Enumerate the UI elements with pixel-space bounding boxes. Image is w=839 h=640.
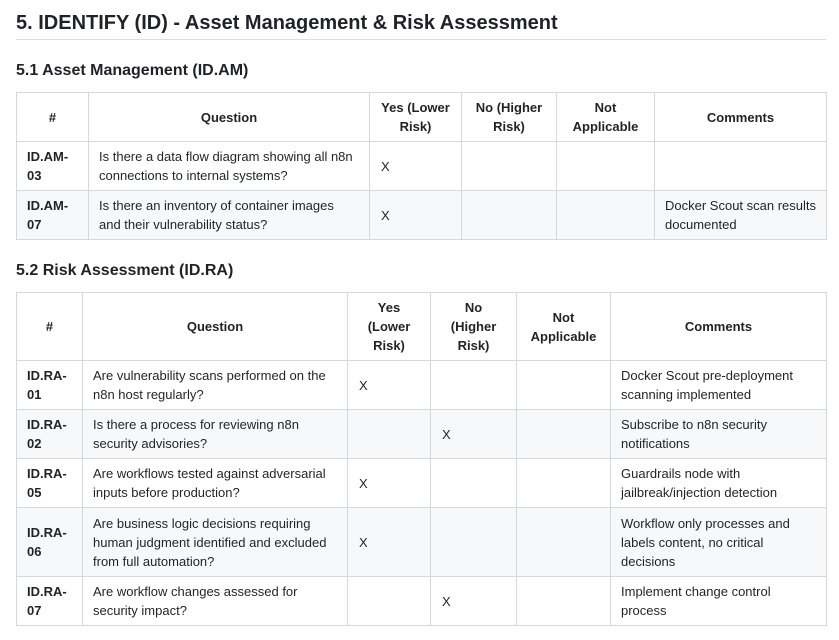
- cell-question: Is there a data flow diagram showing all n8n connections to internal systems?: [89, 142, 370, 191]
- asset-management-heading: 5.1 Asset Management (ID.AM): [16, 62, 249, 79]
- cell-comments: Workflow only processes and labels content, no critical decisions: [611, 508, 827, 577]
- column-header-no: No (Higher Risk): [431, 293, 517, 361]
- cell-na: [517, 508, 611, 577]
- cell-question: Are workflows tested against adversarial inputs before production?: [83, 459, 348, 508]
- cell-question: Is there a process for reviewing n8n security advisories?: [83, 410, 348, 459]
- cell-na: [557, 191, 655, 240]
- cell-id: ID.AM-03: [17, 142, 89, 191]
- cell-id: ID.RA-06: [17, 508, 83, 577]
- column-header-no: No (Higher Risk): [462, 93, 557, 142]
- cell-id: ID.RA-05: [17, 459, 83, 508]
- cell-comments: [655, 142, 827, 191]
- table-header-row: [17, 93, 827, 142]
- column-header-yes: Yes (Lower Risk): [370, 93, 462, 142]
- cell-question: Are workflow changes assessed for security impact?: [83, 577, 348, 626]
- cell-na: [517, 459, 611, 508]
- cell-na: [517, 361, 611, 410]
- cell-no: [431, 508, 517, 577]
- cell-comments: Docker Scout scan results documented: [655, 191, 827, 240]
- cell-yes: X: [370, 142, 462, 191]
- cell-yes: [348, 410, 431, 459]
- cell-id: ID.RA-02: [17, 410, 83, 459]
- column-header-id: #: [17, 93, 89, 142]
- table-row: [17, 410, 827, 459]
- cell-na: [517, 577, 611, 626]
- table-row: [17, 577, 827, 626]
- cell-yes: X: [348, 361, 431, 410]
- cell-no: X: [431, 410, 517, 459]
- risk-assessment-table: [16, 292, 827, 626]
- cell-id: ID.RA-01: [17, 361, 83, 410]
- cell-comments: Docker Scout pre-deployment scanning implemented: [611, 361, 827, 410]
- cell-id: ID.AM-07: [17, 191, 89, 240]
- column-header-question: Question: [89, 93, 370, 142]
- section-title: 5. IDENTIFY (ID) - Asset Management & Risk Assessment: [16, 9, 826, 40]
- table-header-row: [17, 293, 827, 361]
- cell-yes: [348, 577, 431, 626]
- cell-no: X: [431, 577, 517, 626]
- cell-no: [462, 191, 557, 240]
- cell-yes: X: [348, 508, 431, 577]
- asset-management-table: [16, 92, 827, 240]
- table-row: [17, 142, 827, 191]
- table-row: [17, 361, 827, 410]
- column-header-na: Not Applicable: [557, 93, 655, 142]
- cell-id: ID.RA-07: [17, 577, 83, 626]
- cell-comments: Subscribe to n8n security notifications: [611, 410, 827, 459]
- column-header-id: #: [17, 293, 83, 361]
- cell-comments: Guardrails node with jailbreak/injection detection: [611, 459, 827, 508]
- column-header-question: Question: [83, 293, 348, 361]
- cell-na: [557, 142, 655, 191]
- column-header-yes: Yes (Lower Risk): [348, 293, 431, 361]
- cell-na: [517, 410, 611, 459]
- risk-assessment-heading: 5.2 Risk Assessment (ID.RA): [16, 262, 234, 279]
- cell-yes: X: [370, 191, 462, 240]
- cell-no: [462, 142, 557, 191]
- table-row: [17, 459, 827, 508]
- table-row: [17, 508, 827, 577]
- column-header-comments: Comments: [611, 293, 827, 361]
- cell-no: [431, 459, 517, 508]
- cell-yes: X: [348, 459, 431, 508]
- table-row: [17, 191, 827, 240]
- column-header-comments: Comments: [655, 93, 827, 142]
- cell-question: Is there an inventory of container images and their vulnerability status?: [89, 191, 370, 240]
- cell-question: Are vulnerability scans performed on the n8n host regularly?: [83, 361, 348, 410]
- column-header-na: Not Applicable: [517, 293, 611, 361]
- cell-no: [431, 361, 517, 410]
- cell-comments: Implement change control process: [611, 577, 827, 626]
- cell-question: Are business logic decisions requiring human judgment identified and excluded from full automation?: [83, 508, 348, 577]
